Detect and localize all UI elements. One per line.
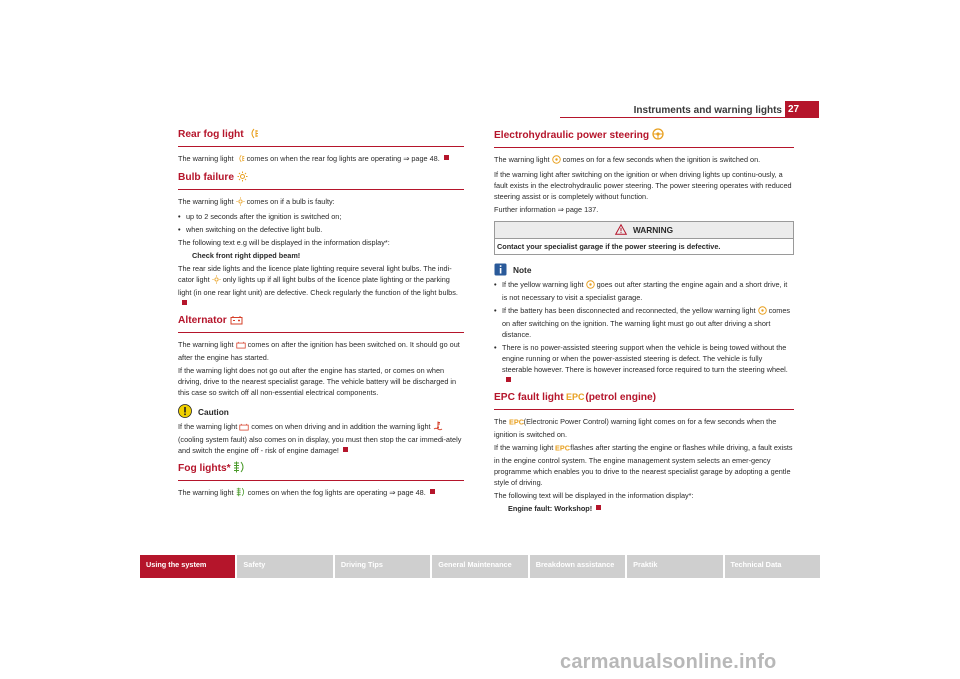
epc-icon <box>555 443 571 455</box>
section-fog-lights <box>178 461 464 500</box>
bullet-item: • If the yellow warning light goes out after starting the engine again and a short drive, it is not necessary to visit a specialist garage. <box>494 280 788 302</box>
section-heading: Bulb failure <box>178 171 464 190</box>
steering-icon <box>552 155 561 167</box>
end-marker <box>182 300 187 305</box>
caution-icon <box>178 407 198 417</box>
paragraph: The warning light comes on when the rear fog lights are operating ⇒ page 48. <box>178 153 464 166</box>
section-rear-fog <box>178 128 464 166</box>
section-heading: EPC fault light EPC (petrol engine) <box>494 391 794 410</box>
battery-icon <box>239 423 249 434</box>
left-column <box>178 128 464 505</box>
front-fog-icon <box>233 461 246 477</box>
tab-driving-tips[interactable]: Driving Tips <box>335 555 430 578</box>
display-message: Check front right dipped beam! <box>192 251 301 260</box>
note-heading: Note <box>494 263 794 276</box>
tab-general-maintenance[interactable]: General Maintenance <box>432 555 527 578</box>
right-column <box>494 128 794 519</box>
page-number: 27 <box>785 101 819 118</box>
section-alternator <box>178 314 464 456</box>
paragraph: The rear side lights and the licence plate lighting require several light bulbs. The indi-cator light only lights up if all light bulbs of the licence plate lighting or the parking light (in one rear light unit) are defective. Check regularly the function of the light bulbs. <box>178 263 464 309</box>
end-marker <box>506 377 511 382</box>
svg-text:EPC: EPC <box>555 443 571 453</box>
epc-icon <box>566 391 585 406</box>
note-icon <box>494 265 513 275</box>
end-marker <box>343 447 348 452</box>
warning-triangle-icon <box>615 225 633 235</box>
svg-text:EPC: EPC <box>566 392 585 402</box>
paragraph: The warning light comes on if a bulb is faulty: <box>178 196 464 209</box>
tab-breakdown-assistance[interactable]: Breakdown assistance <box>530 555 625 578</box>
bulb-icon <box>237 171 248 186</box>
section-epc <box>494 391 794 514</box>
paragraph: If the warning light after switching on the ignition or when driving lights up continu-ously, a fault exists in the electrohydraulic power steering. The power steering operates with reduced steering assist or is completely without function. <box>494 170 792 201</box>
epc-icon <box>509 417 522 429</box>
header-rule <box>560 117 785 118</box>
display-message: Engine fault: Workshop! <box>494 503 794 514</box>
end-marker <box>444 155 449 160</box>
section-heading: Fog lights* <box>178 461 464 481</box>
bullet-item: • There is no power-assisted steering support when the vehicle is being towed without the engine running or when the power-assisted steering is defect. The vehicle is fully steerable however. There is however increased force required to turn the steering wheel. <box>494 342 794 386</box>
bulb-icon <box>212 275 221 287</box>
paragraph: The warning light comes on for a few seconds when the ignition is switched on. <box>494 154 794 167</box>
paragraph: The warning light comes on after the ignition has been switched on. It should go out after the engine has started. <box>178 340 460 362</box>
paragraph: If the warning light comes on when driving and in addition the warning light (cooling system fault) also comes on in display, you must then stop the car immedi-ately and switch the engine off - risk of engine damage! <box>178 422 462 455</box>
paragraph: If the warning light does not go out after the engine has started, or comes on when driving, drive to the nearest specialist garage. The vehicle battery will be discharged in this case so switch off all non-essential electrical components. <box>178 366 457 397</box>
tab-praktik[interactable]: Praktik <box>627 555 722 578</box>
steering-icon <box>652 128 664 144</box>
section-heading: Electrohydraulic power steering <box>494 128 794 148</box>
tab-technical-data[interactable]: Technical Data <box>725 555 820 578</box>
running-header-title: Instruments and warning lights <box>633 105 782 116</box>
warning-title: WARNING <box>495 222 793 239</box>
paragraph: Further information ⇒ page 137. <box>494 205 599 214</box>
section-heading: Rear fog light <box>178 128 464 147</box>
warning-text: Contact your specialist garage if the power steering is defective. <box>497 242 721 251</box>
paragraph: The warning light comes on when the fog lights are operating ⇒ page 48. <box>178 487 464 500</box>
bullet-item: • If the battery has been disconnected and reconnected, the yellow warning light comes on after switching on the ignition. The warning light must go out after driving a short distance. <box>494 306 791 339</box>
section-bulb-failure <box>178 171 464 309</box>
rear-fog-icon <box>236 154 245 166</box>
chapter-tabs <box>140 555 820 578</box>
front-fog-icon <box>236 487 246 500</box>
caution-heading: Caution <box>178 404 464 418</box>
coolant-icon <box>433 421 443 434</box>
watermark: carmanualsonline.info <box>560 651 777 673</box>
end-marker <box>596 505 601 510</box>
paragraph: The following text will be displayed in the information display*: <box>494 491 694 500</box>
tab-using-the-system[interactable]: Using the system <box>140 555 235 578</box>
battery-icon <box>236 341 246 352</box>
svg-text:EPC: EPC <box>508 417 524 427</box>
steering-icon <box>586 280 595 292</box>
tab-safety[interactable]: Safety <box>237 555 332 578</box>
paragraph: If the warning light EPC flashes after starting the engine or flashes while driving, a fault exists in the engine control system. The engine management system selects an emer-gency programme which enables you to drive to the nearest specialist garage by adopting a gentle style of driving. <box>494 443 793 487</box>
rear-fog-icon <box>247 128 259 143</box>
paragraph: The following text e.g will be displayed in the information display*: <box>178 238 390 247</box>
section-heading: Alternator <box>178 314 464 333</box>
section-power-steering <box>494 128 794 386</box>
bullet-item: • up to 2 seconds after the ignition is switched on; <box>178 212 342 221</box>
paragraph: The EPC (Electronic Power Control) warning light comes on for a few seconds when the ignition is switched on. <box>494 417 777 439</box>
warning-box <box>494 221 794 255</box>
battery-icon <box>230 315 243 329</box>
end-marker <box>430 489 435 494</box>
steering-icon <box>758 306 767 318</box>
bulb-icon <box>236 197 245 209</box>
bullet-item: • when switching on the defective light bulb. <box>178 225 323 234</box>
